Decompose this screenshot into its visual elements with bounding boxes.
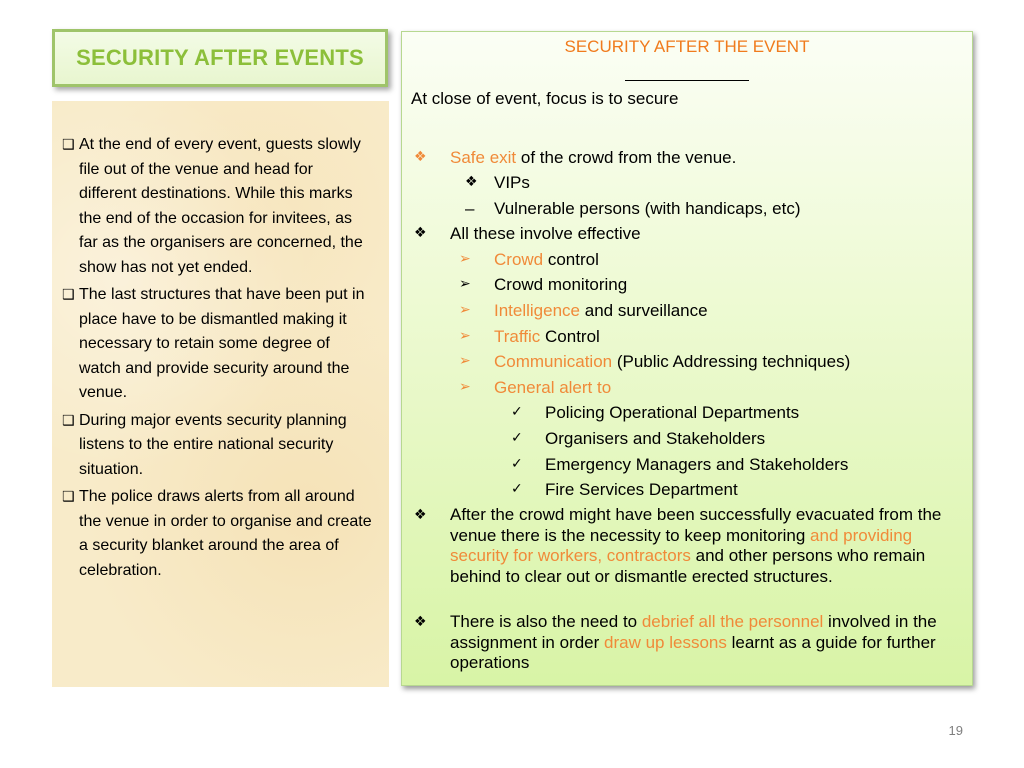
paragraph-text: and other persons who remain behind to clear out or dismantle erected structures.	[450, 546, 926, 586]
item-text: (Public Addressing techniques)	[612, 352, 851, 371]
paragraph-text: learnt as a guide for further operations	[450, 632, 936, 672]
highlight-text: and providing security for workers, contractors	[450, 525, 913, 565]
check-bullet-icon: ✓	[511, 430, 523, 446]
arrow-bullet-icon: ➢	[459, 328, 471, 344]
arrow-bullet-icon: ➢	[459, 251, 471, 267]
highlight-text: Communication	[494, 352, 613, 371]
all-these-item: All these involve effective	[450, 224, 641, 243]
arrow-bullet-icon: ➢	[459, 379, 471, 395]
square-bullet-icon: ❑	[62, 489, 75, 505]
highlight-text: debrief all the personnel	[641, 612, 824, 631]
arrow-bullet-icon: ➢	[459, 276, 471, 292]
alert-target-item: Organisers and Stakeholders	[545, 429, 766, 448]
page-number: 19	[948, 723, 963, 738]
after-crowd-paragraph	[450, 505, 964, 587]
paragraph-text: involved in the assignment in order	[450, 612, 937, 652]
left-list-text: During major events security planning listens to the entire national security situation.	[79, 411, 347, 478]
right-text-panel	[401, 31, 973, 686]
dash-bullet-icon: –	[465, 199, 475, 218]
alert-target-item: Policing Operational Departments	[545, 403, 800, 422]
diamond-bullet-icon: ❖	[414, 149, 427, 165]
communication-item	[494, 351, 850, 372]
left-list-item	[62, 409, 373, 483]
left-list-text: The police draws alerts from all around the venue in order to organise and create a security blanket around the area of celebration.	[79, 488, 372, 579]
crowd-monitoring-item: Crowd monitoring	[494, 275, 628, 294]
highlight-text: Crowd	[494, 250, 544, 269]
diamond-bullet-icon: ❖	[414, 507, 427, 523]
left-list-text: At the end of every event, guests slowly file out of the venue and head for different destinations. While this marks the end of the occasion for invitees, as far as the organisers are concerned, the show has not yet ended.	[79, 136, 363, 276]
slide-title: SECURITY AFTER EVENTS	[76, 45, 364, 70]
vips-item: VIPs	[494, 173, 530, 192]
check-bullet-icon: ✓	[511, 481, 523, 497]
diamond-bullet-icon: ❖	[414, 614, 427, 630]
item-text: of the crowd from the venue.	[516, 148, 737, 167]
square-bullet-icon: ❑	[62, 137, 75, 153]
highlight-text: Traffic	[494, 327, 541, 346]
alert-target-item: Fire Services Department	[545, 480, 738, 499]
paragraph-text: There is also the need to	[450, 612, 642, 631]
diamond-bullet-icon: ❖	[465, 174, 478, 190]
heading-underline	[625, 80, 749, 81]
safe-exit-item	[450, 147, 736, 168]
item-text: and surveillance	[580, 301, 708, 320]
slide-title-box	[52, 29, 388, 87]
highlight-text: Safe exit	[450, 148, 517, 167]
crowd-control-item	[494, 249, 599, 270]
alert-target-item: Emergency Managers and Stakeholders	[545, 455, 849, 474]
left-list-item	[62, 485, 373, 583]
intro-text: At close of event, focus is to secure	[411, 89, 679, 108]
left-list-text: The last structures that have been put in place have to be dismantled making it necessary to retain some degree of watch and provide security around the venue.	[79, 286, 365, 401]
arrow-bullet-icon: ➢	[459, 302, 471, 318]
item-text: control	[543, 250, 599, 269]
general-alert-item: General alert to	[494, 378, 612, 397]
left-list-item	[62, 133, 373, 280]
arrow-bullet-icon: ➢	[459, 353, 471, 369]
square-bullet-icon: ❑	[62, 412, 75, 429]
highlight-text: draw up lessons	[604, 632, 727, 652]
vulnerable-item: Vulnerable persons (with handicaps, etc)	[494, 199, 801, 218]
debrief-paragraph	[450, 612, 964, 674]
intelligence-item	[494, 300, 708, 321]
traffic-item	[494, 326, 600, 347]
paragraph-text: After the crowd might have been successfully evacuated from the venue there is the necessity to keep monitoring	[450, 505, 942, 545]
item-text: Control	[540, 327, 600, 346]
right-panel-heading: SECURITY AFTER THE EVENT	[564, 37, 810, 56]
highlight-text: Intelligence	[494, 301, 581, 320]
diamond-bullet-icon: ❖	[414, 225, 427, 241]
left-text-panel	[52, 101, 389, 687]
square-bullet-icon: ❑	[62, 287, 75, 303]
left-list-item	[62, 283, 373, 406]
check-bullet-icon: ✓	[511, 404, 523, 420]
check-bullet-icon: ✓	[511, 456, 523, 472]
